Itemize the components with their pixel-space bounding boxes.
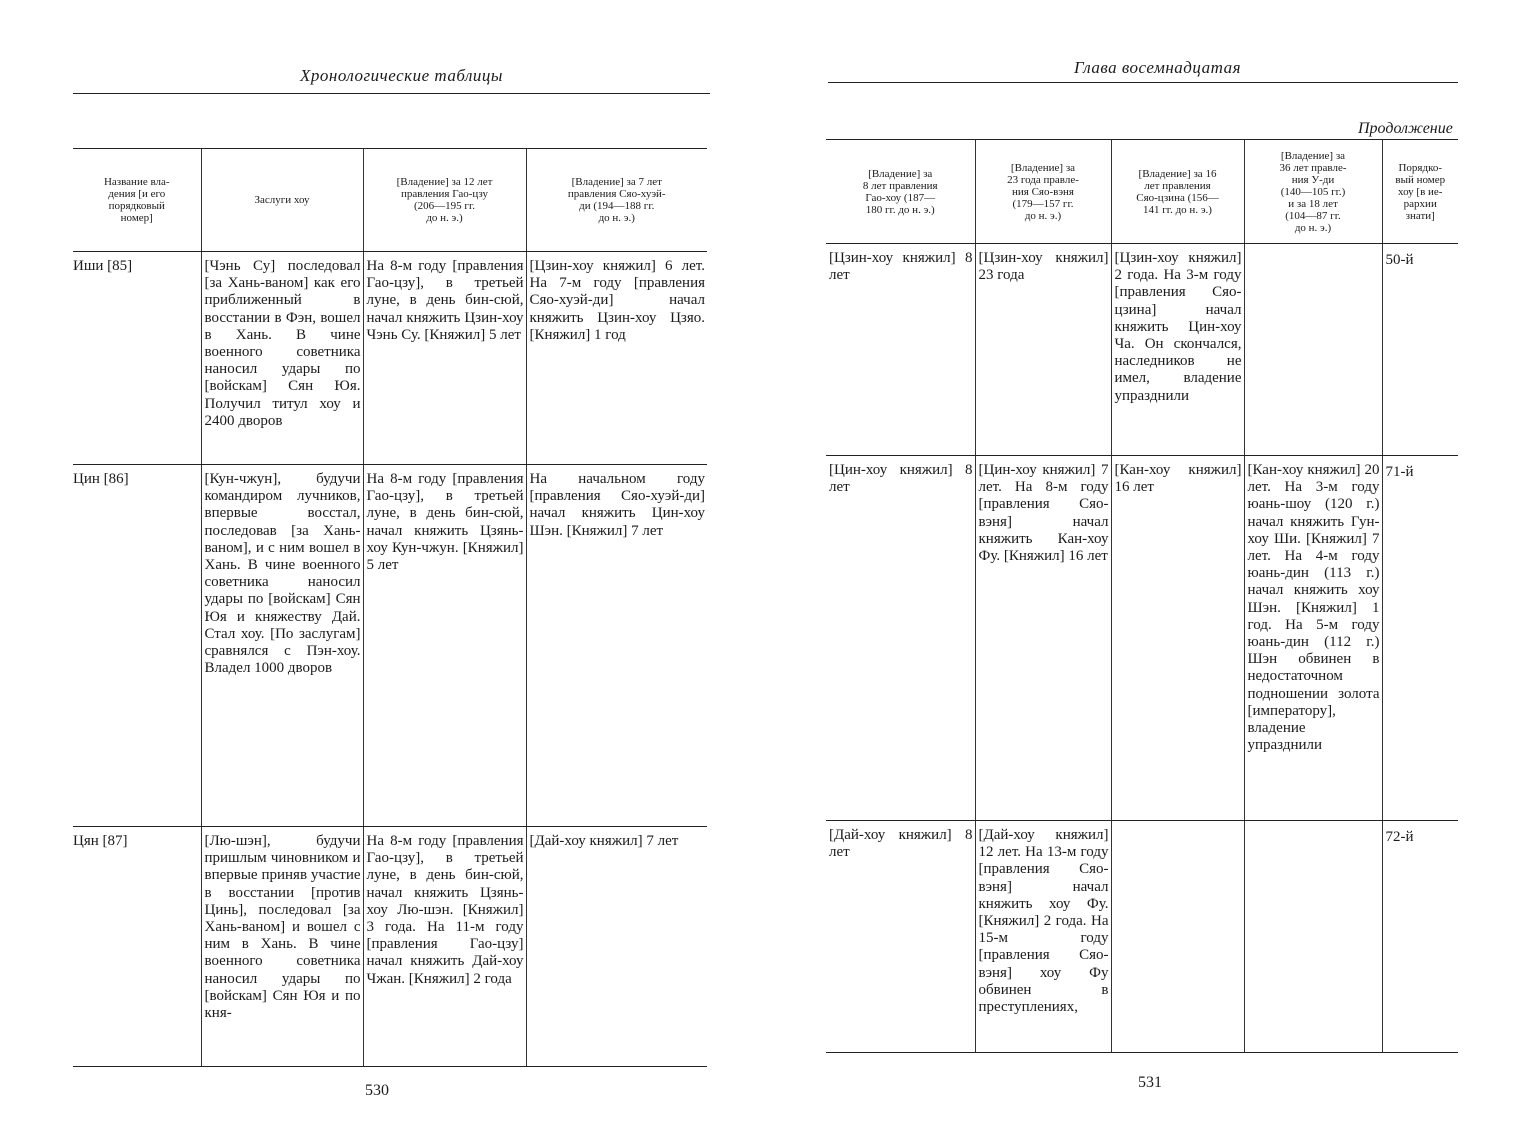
chronology-table-left [73, 148, 707, 1067]
gaohou-cell: [Цин-хоу княжил] 8 лет [826, 456, 975, 821]
domain-name: Цян [87] [73, 827, 201, 1067]
wudi-cell [1244, 821, 1382, 1053]
merits-cell: [Чэнь Су] последовал [за Хань-ваном] как его приближенный в восстании в Фэн, вошел в Хань. В чине военного советника наносил удары по [войскам] Сян Юя. Получил титул хоу и 2400 дворов [201, 252, 363, 465]
merits-cell: [Кун-чжун], будучи командиром лучников, впервые восстал, последовав [за Хань-ваном], и с ним вошел в Хань. В чине военного советника наносил удары по [войскам] Сян Юя и княжеству Дай. Стал хоу. [По заслугам] сравнялся с Пэн-хоу. Владел 1000 дворов [201, 465, 363, 827]
right-page [768, 0, 1530, 1148]
table-row [826, 821, 1458, 1053]
gaohou-cell: [Цзин-хоу княжил] 8 лет [826, 244, 975, 456]
header-rule [73, 93, 710, 94]
column-header-xiaohui: [Владение] за 7 лет правления Сяо-хуэй- ди (194—188 гг. до н. э.) [526, 149, 707, 252]
xiaohui-cell: На начальном году [правления Сяо-хуэй-ди] начал княжить Цин-хоу Шэн. [Княжил] 7 лет [526, 465, 707, 827]
gaozu-cell: На 8-м году [правления Гао-цзу], в третьей луне, в день бин-сюй, начал княжить Цзянь-хоу Лю-шэн. [Княжил] 3 года. На 11-м году [правления Гао-цзу] начал княжить Дай-хоу Чжан. [Княжил] 2 года [363, 827, 526, 1067]
gaozu-cell: На 8-м году [правления Гао-цзу], в третьей луне, в день бин-сюй, начал княжить Цзин-хоу Чэнь Су. [Княжил] 5 лет [363, 252, 526, 465]
wudi-cell [1244, 244, 1382, 456]
xiaowen-cell: [Цин-хоу княжил] 7 лет. На 8-м году [правления Сяо-вэня] начал княжить Кан-хоу Фу. [Княжил] 16 лет [975, 456, 1111, 821]
continuation-label: Продолжение [1358, 120, 1453, 137]
column-header-xiaojing: [Владение] за 16 лет правления Сяо-цзина (156— 141 гг. до н. э.) [1111, 140, 1244, 244]
rank-cell: 72-й [1382, 821, 1458, 1053]
running-head: Глава восемнадцатая [1074, 58, 1241, 77]
column-header-gaohou: [Владение] за 8 лет правления Гао-хоу (187— 180 гг. до н. э.) [826, 140, 975, 244]
xiaojing-cell: [Кан-хоу княжил] 16 лет [1111, 456, 1244, 821]
column-header-rank: Порядко- вый номер хоу [в ие- рархии знати] [1382, 140, 1458, 244]
rank-cell: 71-й [1382, 456, 1458, 821]
table-header-row [73, 149, 707, 252]
header-rule [828, 82, 1458, 83]
column-header-merits: Заслуги хоу [201, 149, 363, 252]
running-head: Хронологические таблицы [300, 66, 503, 85]
wudi-cell: [Кан-хоу княжил] 20 лет. На 3-м году юань-шоу (120 г.) начал княжить Гун-хоу Ши. [Княжил] 7 лет. На 4-м году юань-дин (113 г.) начал княжить хоу Шэн. [Княжил] 1 год. На 5-м году юань-дин (112 г.) Шэн обвинен в недостаточном подношении золота [императору], владение упразднили [1244, 456, 1382, 821]
table-row [73, 252, 707, 465]
column-header-wudi: [Владение] за 36 лет правле- ния У-ди (140—105 гг.) и за 18 лет (104—87 гг. до н. э.) [1244, 140, 1382, 244]
xiaohui-cell: [Дай-хоу княжил] 7 лет [526, 827, 707, 1067]
column-header-gaozu: [Владение] за 12 лет правления Гао-цзу (206—195 гг. до н. э.) [363, 149, 526, 252]
table-header-row [826, 140, 1458, 244]
xiaowen-cell: [Цзин-хоу княжил] 23 года [975, 244, 1111, 456]
page-number: 530 [365, 1082, 389, 1099]
chronology-table-right [826, 139, 1458, 1053]
xiaowen-cell: [Дай-хоу княжил] 12 лет. На 13-м году [правления Сяо-вэня] начал княжить хоу Фу. [Княжил] 2 года. На 15-м году [правления Сяо-вэня] хоу Фу обвинен в преступлениях, [975, 821, 1111, 1053]
xiaojing-cell [1111, 821, 1244, 1053]
table-row [826, 456, 1458, 821]
xiaojing-cell: [Цзин-хоу княжил] 2 года. На 3-м году [правления Сяо-цзина] начал княжить Цин-хоу Ча. Он скончался, наследников не имел, владение упразднили [1111, 244, 1244, 456]
table-row [826, 244, 1458, 456]
merits-cell: [Лю-шэн], будучи пришлым чиновником и впервые приняв участие в восстании [против Цинь], последовал [за Хань-ваном] и вошел с ним в Хань. В чине военного советника наносил удары по [войскам] Сян Юя и по кня- [201, 827, 363, 1067]
page-number: 531 [1138, 1074, 1162, 1091]
table-row [73, 465, 707, 827]
domain-name: Цин [86] [73, 465, 201, 827]
gaohou-cell: [Дай-хоу княжил] 8 лет [826, 821, 975, 1053]
domain-name: Иши [85] [73, 252, 201, 465]
left-page [0, 0, 760, 1148]
table-row [73, 827, 707, 1067]
gaozu-cell: На 8-м году [правления Гао-цзу], в третьей луне, в день бин-сюй, начал княжить Цзянь-хоу Кун-чжун. [Княжил] 5 лет [363, 465, 526, 827]
rank-cell: 50-й [1382, 244, 1458, 456]
column-header-xiaowen: [Владение] за 23 года правле- ния Сяо-вэня (179—157 гг. до н. э.) [975, 140, 1111, 244]
column-header-domain: Название вла- дения [и его порядковый номер] [73, 149, 201, 252]
xiaohui-cell: [Цзин-хоу княжил] 6 лет. На 7-м году [правления Сяо-хуэй-ди] начал княжить Цзин-хоу Цзяо. [Княжил] 1 год [526, 252, 707, 465]
